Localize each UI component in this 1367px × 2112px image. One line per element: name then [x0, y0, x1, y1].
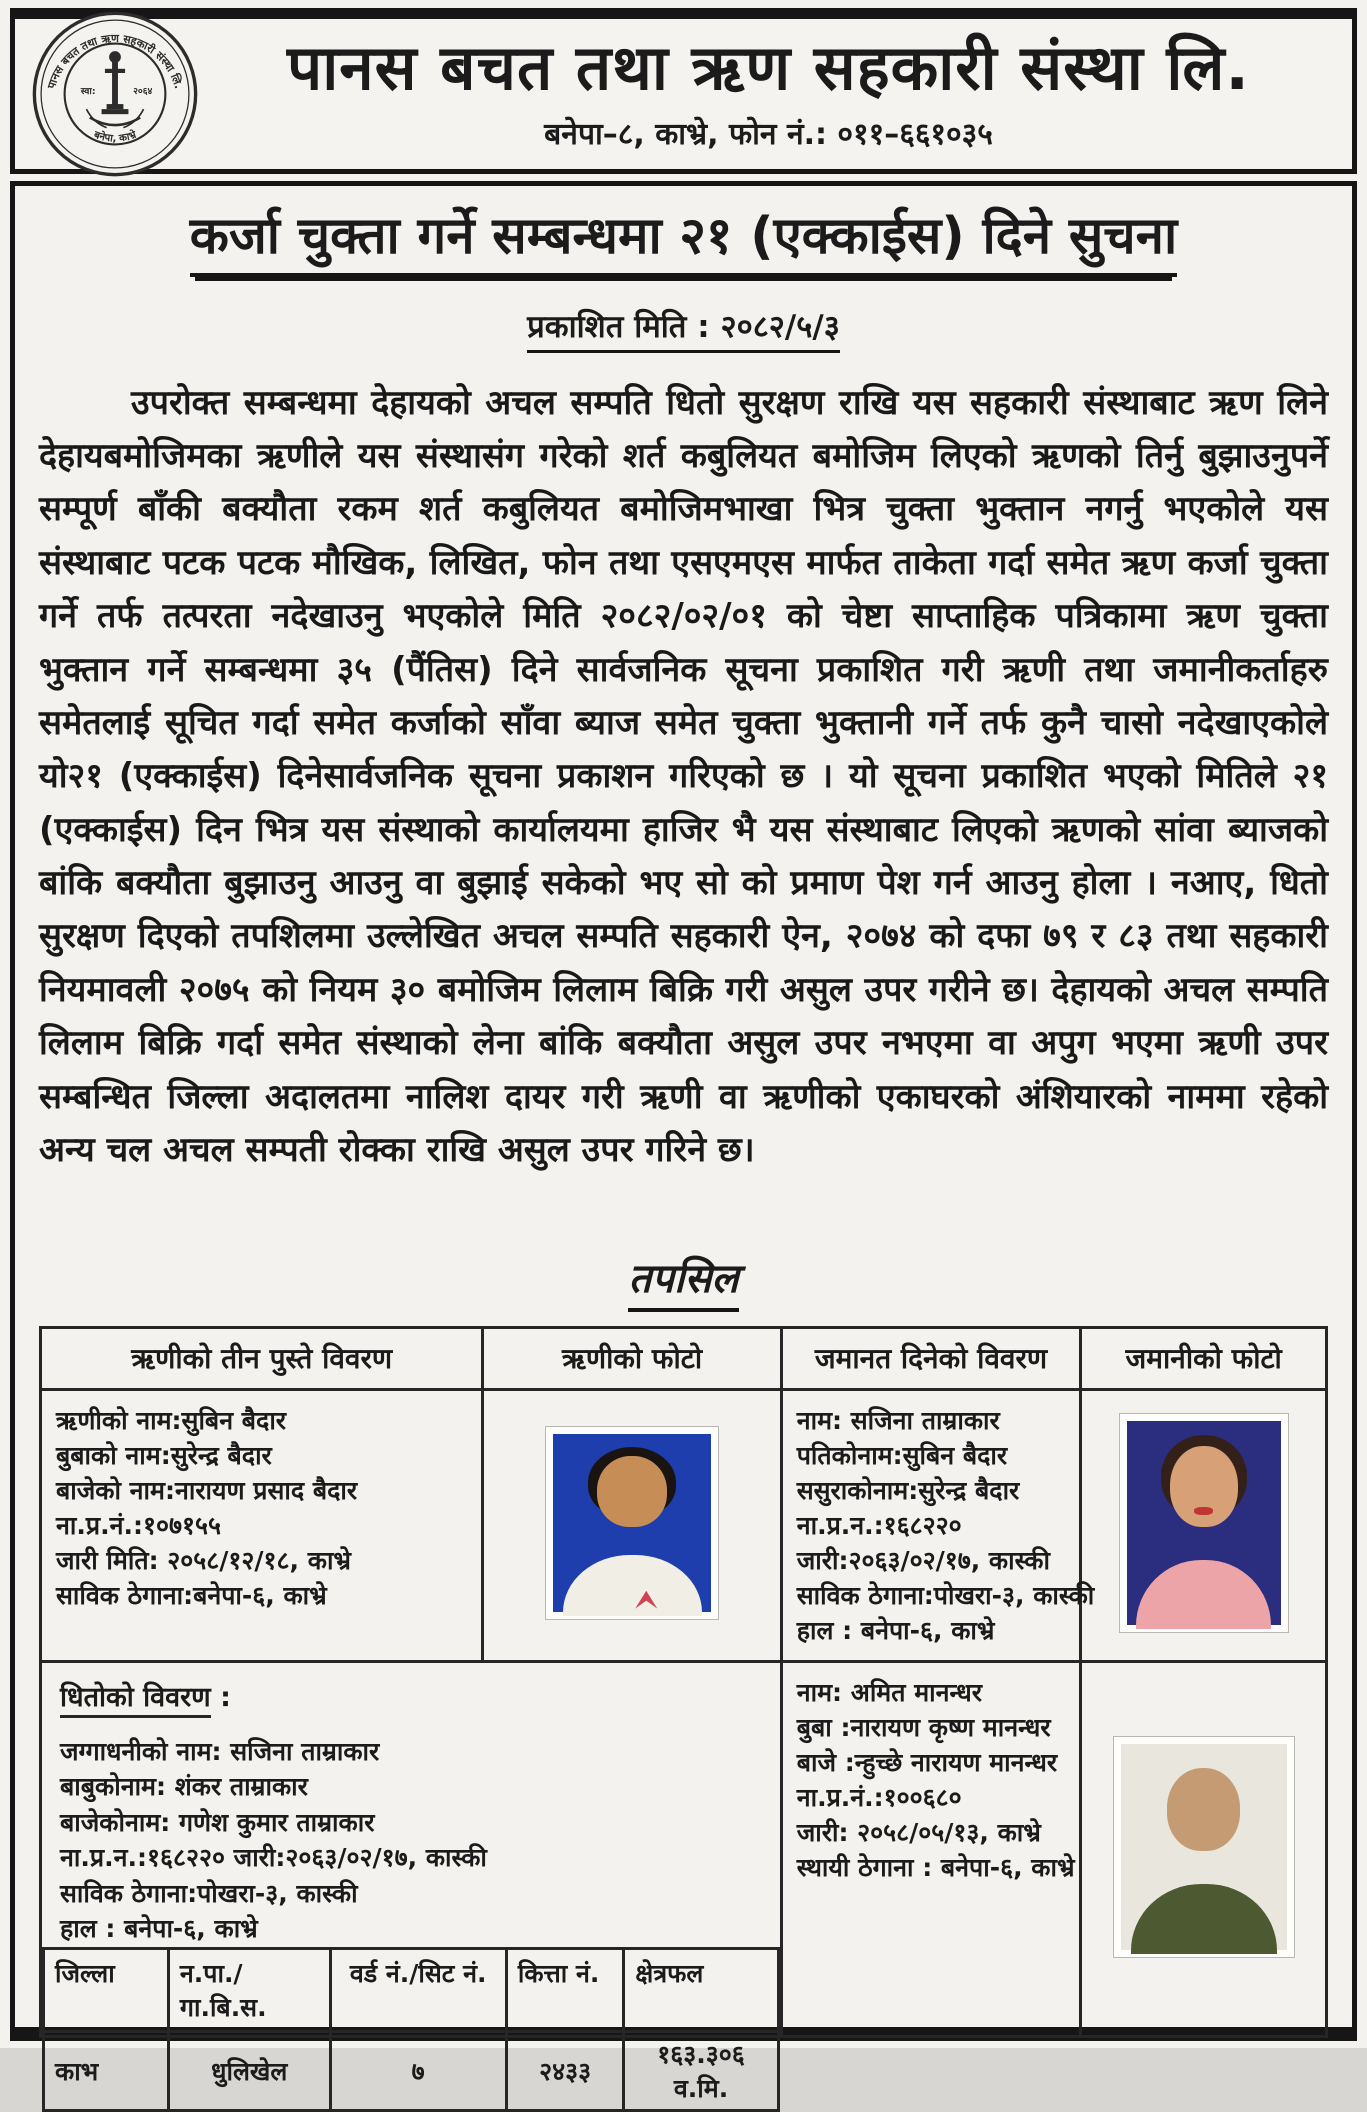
land-area: १६३.३०६ व.मि.	[624, 2031, 778, 2110]
guarantor2-grandfather-name: बाजे :न्हुच्छे नारायण मानन्धर	[796, 1747, 1058, 1777]
guarantor1-photo-cell	[1081, 1389, 1327, 1661]
notice-title: कर्जा चुक्ता गर्ने सम्बन्धमा २१ (एक्काईस) दिने सुचना	[190, 208, 1177, 277]
land-plot: २४३३	[506, 2031, 624, 2110]
org-name: पानस बचत तथा ऋण सहकारी संस्था लि.	[287, 30, 1250, 104]
torso-shape	[1131, 1884, 1277, 1954]
torso-shape	[563, 1555, 702, 1616]
mortgage-row	[41, 1661, 1327, 2036]
guarantor2-father-name: बुबा :नारायण कृष्ण मानन्धर	[796, 1712, 1051, 1742]
borrower-photo-cell	[483, 1389, 781, 1661]
mortgage-details-cell	[41, 1661, 782, 2103]
torso-shape	[1136, 1560, 1272, 1629]
guarantor1-citizenship-no: ना.प्र.न.:१६८२२०	[796, 1510, 962, 1540]
landowner-name: जग्गाधनीको नाम: सजिना ताम्राकार	[60, 1736, 380, 1766]
notice-box	[10, 181, 1357, 2103]
guarantor2-photo-cell	[1081, 1661, 1327, 2036]
borrower-details-cell	[41, 1389, 483, 1661]
borrower-citizenship-no: ना.प्र.नं.:१०७१५५	[56, 1510, 221, 1540]
borrower-grandfather-name: बाजेको नाम:नारायण प्रसाद बैदार	[56, 1475, 358, 1505]
landowner-former-address: साविक ठेगाना:पोखरा-३, कास्की	[60, 1878, 358, 1908]
seal-est-label: स्वा:	[80, 86, 96, 97]
land-municipality: धुलिखेल	[168, 2031, 330, 2110]
land-col-municipality: न.पा./गा.बि.स.	[168, 1948, 330, 2031]
notice-paragraph: उपरोक्त सम्बन्धमा देहायको अचल सम्पति धितो सुरक्षण राखि यस सहकारी संस्थाबाट ऋण लिने देहायबमोजिमका ऋणीले यस संस्थासंग गरेको शर्त कबुलियत बमोजिम लिएको ऋणको तिर्नु बुझाउनुपर्ने सम्पूर्ण बाँकी बक्यौता रकम शर्त कबुलियत बमोजिमभाखा भित्र चुक्ता भुक्तान नगर्नु भएकोले यस संस्थाबाट पटक पटक मौखिक, लिखित, फोन तथा एसएमएस मार्फत ताकेता गर्दा समेत ऋण कर्जा चुक्ता गर्ने तर्फ तत्परता नदेखाउनु भएकोले मिति २०८२/०२/०१ को चेष्टा साप्ताहिक पत्रिकामा ऋण चुक्ता भुक्तान गर्ने सम्बन्धमा ३५ (पैंतिस) दिने सार्वजनिक सूचना प्रकाशित गरी ऋणी तथा जमानीकर्ताहरु समेतलाई सूचित गर्दा समेत कर्जाको साँवा ब्याज समेत चुक्ता भुक्तानी गर्ने तर्फ कुनै चासो नदेखाएकोले यो२१ (एक्काईस) दिनेसार्वजनिक सूचना प्रकाशन गरिएको छ । यो सूचना प्रकाशित भएको मितिले २१ (एक्काईस) दिन भित्र यस संस्थाको कार्यालयमा हाजिर भै यस संस्थाबाट लिएको ऋणको सांवा ब्याजको बांकि बक्यौता बुझाउनु आउनु वा बुझाई सकेको भए सो को प्रमाण पेश गर्न आउनु होला । नआए, धितो सुरक्षण दिएको तपशिलमा उल्लेखित अचल सम्पति सहकारी ऐन, २०७४ को दफा ७९ र ८३ तथा सहकारी नियमावली २०७५ को नियम ३० बमोजिम लिलाम बिक्रि गरी असुल उपर गरीने छ। देहायको अचल सम्पति लिलाम बिक्रि गर्दा समेत संस्थाको लेना बांकि बक्यौता असुल उपर नभएमा वा अपुग भएमा ऋणी उपर सम्बन्धित जिल्ला अदालतमा नालिश दायर गरी ऋणी वा ऋणीको एकाघरको अंशियारको नाममा रहेको अन्य चल अचल सम्पती रोक्का राखि असुल उपर गरिने छ।	[39, 382, 1328, 1170]
land-col-plot: कित्ता नं.	[506, 1948, 624, 2031]
land-header-row	[44, 1948, 779, 2031]
guarantor2-issue-date: जारी: २०५८/०५/१३, काभ्रे	[796, 1817, 1041, 1847]
tapasil-heading: तपसिल	[628, 1249, 738, 1312]
guarantor1-current-address: हाल : बनेपा-६, काभ्रे	[796, 1615, 995, 1645]
org-address: बनेपा–८, काभ्रे, फोन नं.: ०११–६६१०३५	[544, 117, 993, 153]
org-seal-logo	[15, 19, 215, 169]
published-date: प्रकाशित मिति : २०८२/५/३	[527, 305, 840, 353]
details-header-row	[41, 1327, 1327, 1389]
landowner-citizenship: ना.प्र.न.:१६८२२० जारी:२०६३/०२/१७, कास्की	[60, 1843, 487, 1873]
masthead-text	[215, 30, 1352, 153]
guarantor2-name: नाम: अमित मानन्धर	[796, 1677, 983, 1707]
face-shape	[597, 1456, 667, 1527]
guarantor1-details-cell	[781, 1389, 1095, 1661]
land-ward: ७	[330, 2031, 506, 2110]
guarantor1-former-address: साविक ठेगाना:पोखरा-३, कास्की	[796, 1580, 1095, 1610]
face-shape	[1167, 1768, 1240, 1850]
guarantor2-citizenship-no: ना.प्र.नं.:१००६८०	[796, 1782, 962, 1812]
details-table	[39, 1326, 1328, 2103]
col-header-guarantor-photo: जमानीको फोटो	[1081, 1327, 1327, 1389]
col-header-borrower-photo: ऋणीको फोटो	[483, 1327, 781, 1389]
landowner-father-name: बाबुकोनाम: शंकर ताम्राकार	[60, 1772, 308, 1802]
seal-bottom-text: बनेपा, काभ्रे	[92, 129, 138, 145]
land-district: काभ	[44, 2031, 169, 2110]
borrower-row	[41, 1389, 1327, 1661]
borrower-issue-date: जारी मिति: २०५८/१२/१८, काभ्रे	[56, 1545, 351, 1575]
masthead	[10, 8, 1357, 174]
land-col-ward: वर्ड नं./सिट नं.	[330, 1948, 506, 2031]
mortgage-heading: धितोको विवरण :	[60, 1677, 762, 1714]
guarantor1-photo	[1120, 1414, 1288, 1632]
land-col-district: जिल्ला	[44, 1948, 169, 2031]
seal-icon	[31, 10, 199, 178]
land-data-row	[44, 2031, 779, 2110]
landowner-current-address: हाल : बनेपा-६, काभ्रे	[60, 1914, 258, 1944]
guarantor1-issue-date: जारी:२०६३/०२/१७, कास्की	[796, 1545, 1050, 1575]
seal-ring-text: पानस बचत तथा ऋण सहकारी संस्था लि.	[44, 31, 186, 91]
guarantor1-husband-name: पतिकोनाम:सुबिन बैदार	[796, 1440, 1008, 1470]
borrower-father-name: बुबाको नाम:सुरेन्द्र बैदार	[56, 1440, 272, 1470]
land-parcel-table	[42, 1947, 780, 2112]
guarantor2-details-cell	[781, 1661, 1081, 2036]
lips-shape	[1194, 1507, 1212, 1515]
borrower-name: ऋणीको नाम:सुबिन बैदार	[56, 1405, 287, 1435]
guarantor2-photo	[1114, 1737, 1294, 1957]
col-header-borrower-details: ऋणीको तीन पुस्ते विवरण	[41, 1327, 483, 1389]
land-col-area: क्षेत्रफल	[624, 1948, 778, 2031]
borrower-address: साविक ठेगाना:बनेपा-६, काभ्रे	[56, 1580, 327, 1610]
guarantor2-permanent-address: स्थायी ठेगाना : बनेपा-६, काभ्रे	[796, 1852, 1075, 1882]
landowner-grandfather-name: बाजेकोनाम: गणेश कुमार ताम्राकार	[60, 1807, 375, 1837]
seal-est-year: २०६४	[133, 86, 153, 97]
borrower-photo	[546, 1427, 718, 1619]
guarantor1-fatherinlaw-name: ससुराकोनाम:सुरेन्द्र बैदार	[796, 1475, 1020, 1505]
guarantor1-name: नाम: सजिना ताम्राकार	[796, 1405, 1000, 1435]
col-header-guarantor-details: जमानत दिनेको विवरण	[781, 1327, 1081, 1389]
